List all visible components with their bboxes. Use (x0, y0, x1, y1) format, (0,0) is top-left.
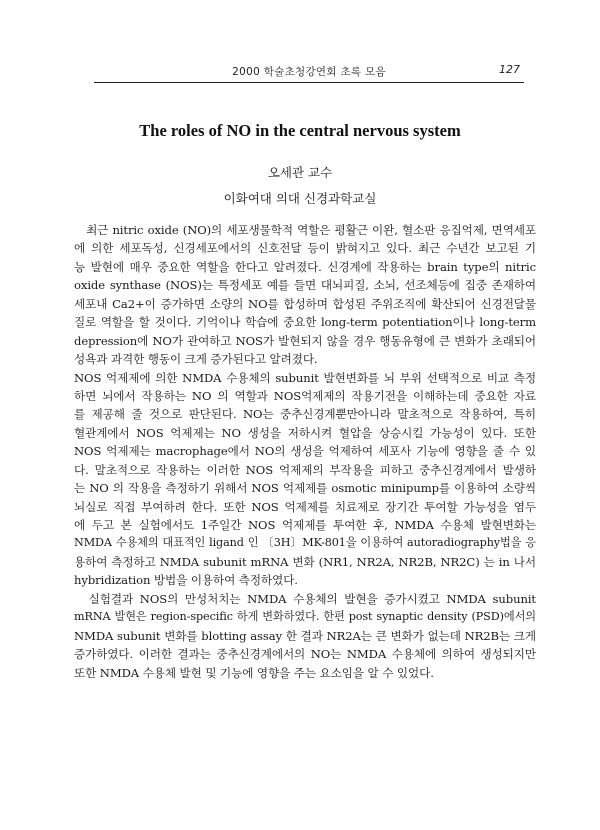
body-line: NMDA subunit 변화를 blotting assay 한 결과 NR2A는 큰 변화가 없는데 NR2B는 크게 (74, 628, 536, 643)
body-line: 실험결과 NOS의 만성처치는 NMDA 수용체의 발현을 증가시켰고 NMDA subunit (74, 591, 536, 606)
body-line: 를 제공해 줄 것으로 판단된다. NO는 중추신경계뿐만아니라 말초적으로 작용하여, 특히 (74, 407, 536, 422)
body-line: NMDA 수용체의 대표적인 ligand 인 〔3H〕MK-801을 이용하여 autoradiography법을 응 (74, 536, 536, 550)
page-number: 127 (499, 63, 520, 76)
body-line: 혈관계에서 NOS 억제제는 NO 생성을 저하시켜 혈압을 상승시킬 가능성이 있다. 또한 (74, 425, 536, 440)
abstract-body (74, 221, 536, 682)
body-line: 뇌실로 직접 부여하려 한다. 또한 NOS 억제제를 치료제로 장기간 투여할 가능성을 염두 (74, 499, 536, 514)
body-line: oxide synthase (NOS)는 특정세포 예를 들면 대뇌피질, 소뇌, 선조체등에 집중 존재하여 (74, 278, 536, 293)
header-title: 2000 학술초청강연회 초록 모음 (232, 66, 386, 78)
body-line: depression에 NO가 관여하고 NOS가 발현되지 않을 경우 행동유형에 큰 변화가 초래되어 (74, 333, 536, 348)
body-line: 세포내 Ca2+이 증가하면 소량의 NO를 합성하며 합성된 주위조직에 확산되어 신경전달물 (74, 296, 536, 311)
body-line: 에 두고 본 실험에서도 1주일간 NOS 억제제를 투여한 후, NMDA 수용체 발현변화는 (74, 518, 536, 532)
author-affiliation: 이화여대 의대 신경과학교실 (223, 191, 377, 206)
body-line: 능 발현에 매우 중요한 역할을 한다고 알려졌다. 신경계에 작용하는 brain type의 nitric (74, 259, 536, 274)
body-line: mRNA 발현은 region-specific 하게 변화하였다. 한편 post synaptic density (PSD)에서의 (74, 610, 536, 624)
body-line: 에 의한 세포독성, 신경세포에서의 신호전달 등이 밝혀지고 있다. 최근 수년간 보고된 기 (74, 241, 536, 256)
body-line: 용하여 측정하고 NMDA subunit mRNA 변화 (NR1, NR2A, NR2B, NR2C) 는 in 나서 (74, 554, 536, 569)
body-line: NOS 억제제에 의한 NMDA 수용체의 subunit 발현변화를 뇌 부위 선택적으로 비교 측정 (74, 370, 536, 385)
body-line: 또한 NMDA 수용체 발현 및 기능에 영향을 주는 요소임을 알 수 있었다. (74, 665, 434, 680)
body-line: 증가하였다. 이러한 결과는 중추신경계에서의 NO는 NMDA 수용체에 의하여 생성되지만 (74, 647, 536, 662)
body-line: NOS 억제제는 macrophage에서 NO의 생성을 억제하여 세포사 기능에 영향을 줄 수 있 (74, 444, 536, 459)
body-line: 는 NO 의 작용을 측정하기 위해서 NOS 억제제를 osmotic minipump를 이용하여 소량씩 (74, 481, 536, 496)
author-name: 오세관 교수 (267, 165, 333, 180)
body-line: 하면 뇌에서 작용하는 NO 의 역할과 NOS억제제의 작용기전을 이해하는데 중요한 자료 (74, 388, 536, 403)
body-line: 질로 역할을 할 것이다. 기억이나 학습에 중요한 long-term potentiation이나 long-term (74, 315, 536, 330)
article-title: The roles of NO in the central nervous system (139, 121, 461, 140)
body-line: 최근 nitric oxide (NO)의 세포생물학적 역할은 평활근 이완, 혈소판 응집억제, 면역세포 (74, 223, 536, 237)
body-line: 성욕과 과격한 행동이 크게 증가된다고 알려졌다. (74, 352, 318, 367)
running-header (94, 60, 524, 83)
body-line: 다. 말초적으로 작용하는 이러한 NOS 억제제의 부작용을 피하고 중추신경계에서 발생하 (74, 462, 536, 477)
body-line: hybridization 방법을 이용하여 측정하였다. (74, 573, 298, 588)
